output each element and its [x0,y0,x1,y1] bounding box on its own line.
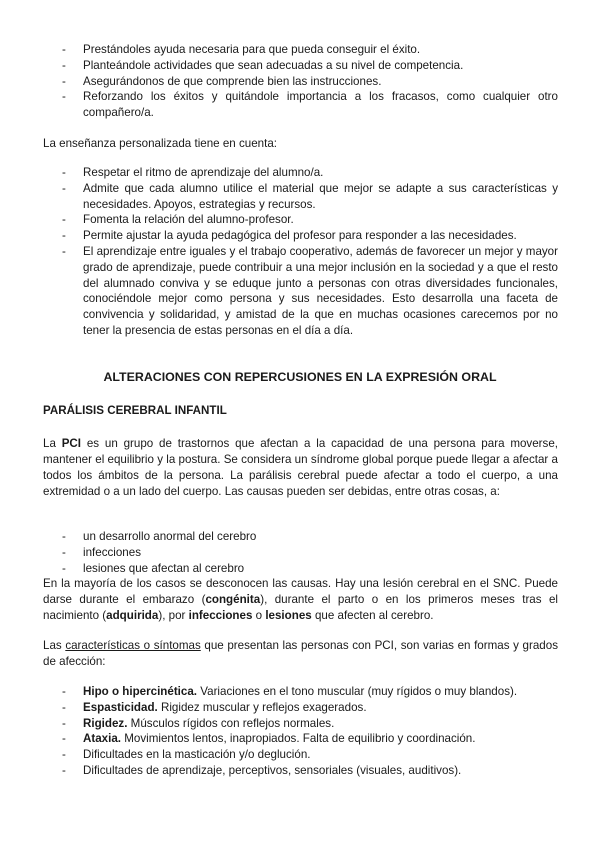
support-list [62,42,558,121]
list-item [62,763,558,779]
causes-list [62,529,558,576]
bold-term: infecciones [188,608,253,622]
list-item [62,747,558,763]
subsection-title: PARÁLISIS CEREBRAL INFANTIL [43,404,227,417]
symptom-text: Variaciones en el tono muscular (muy rígidos o muy blandos). [197,685,518,698]
list-item [62,700,558,716]
text-span: La [43,437,62,450]
text-span: ), durante el parto o en los primeros meses tras el nacimiento ( [43,592,558,622]
symptoms-list [62,684,558,779]
text-span: Las [43,639,66,652]
list-item [62,716,558,732]
bold-term: lesiones [265,608,312,622]
list-item: - El aprendizaje entre iguales y el trabajo cooperativo, además de favorecer un mejor y mayor grado de aprendizaje, puede contribuir a una mejor inclusión en la sociedad y a que el resto del alumnado conviva y se eduque junto a personas con otras diversidades funcionales, conociéndole mejor como persona y sus necesidades. Esto desarrolla una faceta de convivencia y solidaridad, y amistad de la que en muchas ocasiones carecemos por no tener la presencia de estas personas en el día a día. [62,244,558,339]
symptom-text: Dificultades de aprendizaje, perceptivos, sensoriales (visuales, auditivos). [83,763,462,777]
symptom-term: Rigidez. [83,716,128,730]
list-item: - Fomenta la relación del alumno-profesor. [62,212,558,228]
text-span: En la mayoría de los casos se desconocen las causas. Hay una lesión cerebral en el SNC. Puede darse durante el embarazo ( [43,577,558,606]
text-span: que presentan las personas con PCI, son varias en formas y grados de afección: [43,639,558,668]
list-item: - Respetar el ritmo de aprendizaje del alumno/a. [62,165,558,181]
text-span: ), por [158,608,189,622]
section-title: ALTERACIONES CON REPERCUSIONES EN LA EXPRESIÓN ORAL [103,370,497,384]
list-item: - Planteándole actividades que sean adecuadas a su nivel de competencia. [62,58,558,74]
symptom-text: Movimientos lentos, inapropiados. Falta de equilibrio y coordinación. [121,732,476,746]
list-item: - Asegurándonos de que comprende bien las instrucciones. [62,74,558,90]
list-item: - Reforzando los éxitos y quitándole importancia a los fracasos, como cualquier otro compañero/a. [62,89,558,121]
bold-term: adquirida [106,608,159,622]
text-span: que afecten al cerebro. [311,608,434,622]
symptom-text: Músculos rígidos con reflejos normales. [127,716,335,730]
symptom-text: Rigidez muscular y reflejos exagerados. [157,700,367,714]
personalized-teaching-list [62,165,558,339]
text-span: o [252,608,266,622]
symptoms-paragraph [43,638,558,670]
list-item: - infecciones [62,545,558,561]
list-item: - lesiones que afectan al cerebro [62,561,558,577]
list-item: - Admite que cada alumno utilice el material que mejor se adapte a sus características y necesidades. Apoyos, estrategias y recursos. [62,181,558,213]
underlined-term: características o síntomas [65,639,201,652]
intro-paragraph: La enseñanza personalizada tiene en cuenta: [43,137,277,150]
pci-term: PCI [61,437,82,450]
list-item [62,684,558,700]
list-item: - Permite ajustar la ayuda pedagógica del profesor para responder a las necesidades. [62,228,558,244]
list-item: - un desarrollo anormal del cerebro [62,529,558,545]
symptom-text: Dificultades en la masticación y/o deglución. [83,748,311,762]
list-item [62,731,558,747]
causes-paragraph [43,576,558,624]
symptom-term: Ataxia. [83,732,122,746]
symptom-term: Hipo o hipercinética. [83,685,198,698]
bold-term: congénita [205,592,261,606]
pci-paragraph [43,436,558,500]
list-item: - Prestándoles ayuda necesaria para que pueda conseguir el éxito. [62,42,558,58]
text-span: es un grupo de trastornos que afectan a la capacidad de una persona para moverse, mantener el equilibrio y la postura. Se considera un síndrome global porque puede llegar a afectar a todos los ámbitos de la persona. La parálisis cerebral puede afectar a todo el cuerpo, a una extremidad o a un lado del cuerpo. Las causas pueden ser debidas, entre otras cosas, a: [43,437,558,498]
symptom-term: Espasticidad. [83,700,158,714]
